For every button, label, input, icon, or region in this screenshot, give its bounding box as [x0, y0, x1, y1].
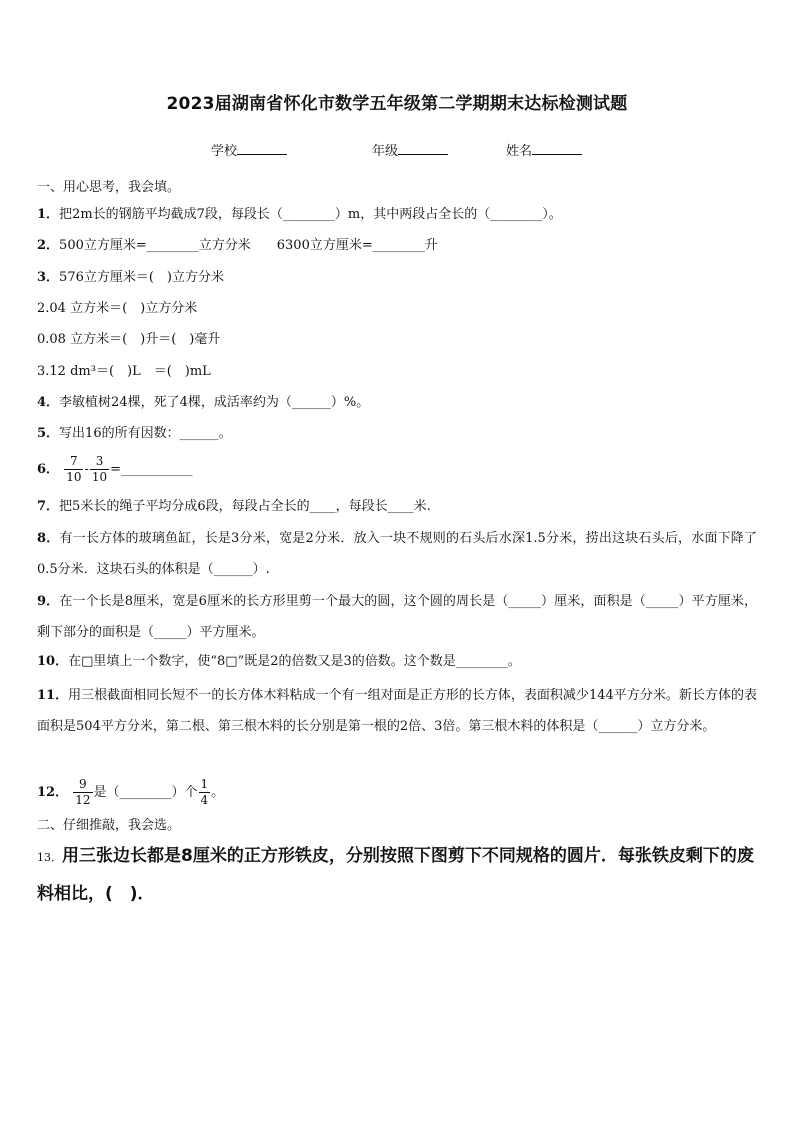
fraction-7-10 [64, 454, 83, 485]
question-7 [37, 497, 757, 517]
question-number: 4． [37, 395, 60, 410]
question-tail: 。 [211, 785, 225, 800]
denominator: 10 [91, 470, 108, 484]
student-info-row [0, 140, 794, 160]
section-1-heading: 一、用心思考，我会填。 [37, 180, 181, 195]
question-number: 11． [37, 688, 69, 703]
question-number: 12． [37, 785, 69, 800]
fraction-3-10 [90, 454, 109, 485]
question-text: 在一个长是8厘米，宽是6厘米的长方形里剪一个最大的圆，这个圆的周长是（_____）厘米，面积是（_____）平方厘米，剩下部分的面积是（_____）平方厘米。 [37, 594, 758, 640]
minus-sign: - [84, 462, 89, 477]
question-text: 是（________）个 [93, 785, 198, 800]
denominator: 4 [200, 793, 209, 807]
fraction-1-4 [199, 777, 211, 808]
question-4 [37, 393, 757, 413]
school-blank[interactable] [237, 141, 287, 155]
question-2 [37, 236, 757, 256]
name-blank[interactable] [532, 141, 582, 155]
grade-label: 年级 [372, 144, 399, 159]
question-number: 2． [37, 238, 60, 253]
question-10 [37, 652, 757, 672]
question-3a [37, 268, 757, 288]
grade-blank[interactable] [398, 141, 448, 155]
question-text: 把2m长的钢筋平均截成7段，每段长（________）m，其中两段占全长的（________）。 [59, 207, 562, 222]
question-text: 3.12 dm³＝( )L ＝( )mL [37, 364, 211, 379]
fraction-9-12 [73, 777, 92, 808]
question-text: 写出16的所有因数：______。 [59, 426, 232, 441]
section-2-heading: 二、仔细推敲，我会选。 [37, 818, 181, 833]
question-12 [37, 773, 757, 813]
question-text: 576立方厘米＝( )立方分米 [59, 270, 225, 285]
question-number: 3． [37, 270, 60, 285]
question-11 [37, 680, 757, 742]
question-13 [37, 838, 761, 913]
page-title: 2023届湖南省怀化市数学五年级第二学期期末达标检测试题 [166, 94, 628, 114]
question-number: 9． [37, 594, 60, 609]
denominator: 10 [66, 470, 82, 484]
question-text: 把5米长的绳子平均分成6段，每段占全长的____，每段长____米. [59, 499, 431, 514]
numerator: 7 [64, 454, 83, 470]
question-text: 在□里填上一个数字，使“8□”既是2的倍数又是3的倍数。这个数是________。 [68, 654, 521, 669]
question-number: 6． [37, 462, 60, 477]
question-text: 500立方厘米=________立方分米 6300立方厘米=________升 [59, 238, 438, 253]
question-8 [37, 523, 757, 585]
numerator: 1 [200, 777, 209, 791]
school-field[interactable] [211, 140, 287, 159]
question-3c [37, 330, 757, 350]
school-label: 学校 [211, 144, 238, 159]
name-label: 姓名 [506, 144, 533, 159]
question-6 [37, 450, 757, 490]
grade-field[interactable] [372, 140, 448, 159]
question-text: 用三张边长都是8厘米的正方形铁皮，分别按照下图剪下不同规格的圆片．每张铁皮剩下的废料相比，( )． [37, 846, 754, 904]
question-number: 13． [37, 851, 62, 864]
denominator: 12 [75, 793, 91, 807]
name-field[interactable] [506, 140, 582, 159]
question-text: 0.08 立方米＝( )升＝( )毫升 [37, 332, 221, 347]
numerator: 3 [90, 454, 109, 470]
question-number: 5． [37, 426, 60, 441]
question-5 [37, 424, 757, 444]
question-text: 用三根截面相同长短不一的长方体木料粘成一个有一组对面是正方形的长方体，表面积减少144平方分米。新长方体的表面积是504平方分米，第二根、第三根木料的长分别是第一根的2倍、3倍。第三根木料的体积是（______）立方分米。 [37, 688, 757, 734]
question-number: 7． [37, 499, 60, 514]
question-number: 8． [37, 531, 60, 546]
question-1 [37, 205, 757, 225]
numerator: 9 [73, 777, 92, 793]
question-3b [37, 299, 757, 319]
question-number: 10． [37, 654, 69, 669]
question-text: 有一长方体的玻璃鱼缸，长是3分米，宽是2分米．放入一块不规则的石头后水深1.5分米，捞出这块石头后，水面下降了0.5分米．这块石头的体积是（______）. [37, 531, 758, 577]
question-text: 李敏植树24棵，死了4棵，成活率约为（______）%。 [59, 395, 370, 410]
question-text: 2.04 立方米＝( )立方分米 [37, 301, 198, 316]
answer-blank[interactable]: =___________ [110, 462, 193, 477]
question-3d [37, 362, 757, 382]
question-9 [37, 586, 757, 648]
question-number: 1． [37, 207, 60, 222]
